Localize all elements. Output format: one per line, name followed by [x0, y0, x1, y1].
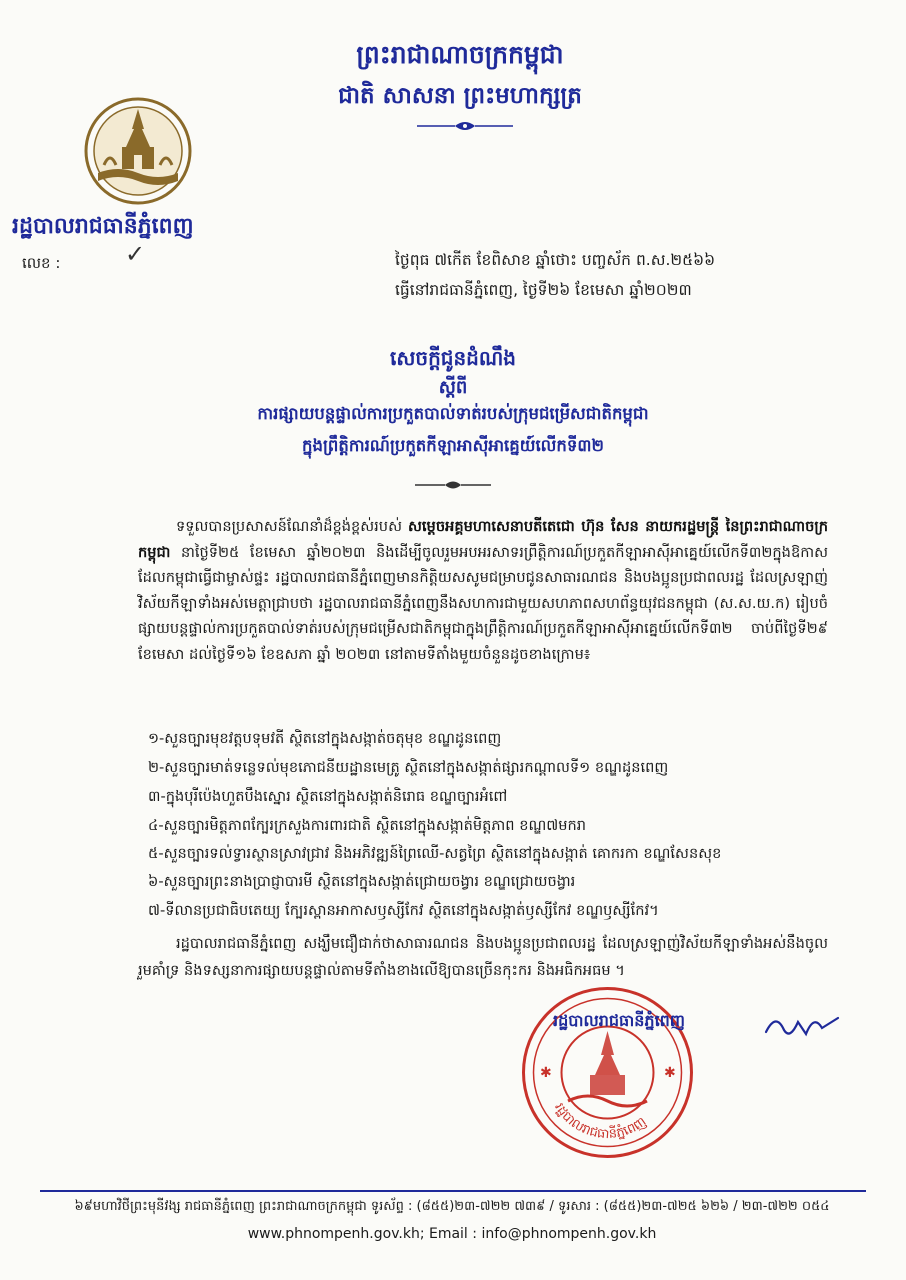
svg-text:✱: ✱	[664, 1065, 676, 1081]
reference-mark: ✓	[125, 240, 146, 268]
notice-subject-line1: ការផ្សាយបន្តផ្ទាល់ការប្រកួតបាល់ទាត់របស់ក្រុមជម្រើសជាតិកម្ពុជា	[257, 404, 649, 423]
body-text: នាថ្ងៃទី២៥ ខែមេសា ឆ្នាំ២០២៣ និងដើម្បីចូលរួមអបអរសាទរព្រឹត្តិការណ៍ប្រកួតកីឡាអាស៊ីអាគ្នេយ៍លើកទី៣២ក្នុងឱកាសដែលកម្ពុជាធ្វើជាម្ចាស់ផ្ទះ រដ្ឋបាលរាជធានីភ្នំពេញមានកិត្តិយសសូមជម្រាបជូនសាធារណជន និងបងប្អូនប្រជាពលរដ្ឋ ដែលស្រឡាញ់វិស័យកីឡាទាំងអស់មេត្តាជ្រាបថា រដ្ឋបាលរាជធានីភ្នំពេញនឹងសហការជាមួយសហភាពសហព័ន្ធយុវជនកម្ពុជា (ស.ស.យ.ក) រៀបចំផ្សាយបន្តផ្ទាល់ការប្រកួតបាល់ទាត់របស់ក្រុមជម្រើសជាតិកម្ពុជាក្នុងព្រឹត្តិការណ៍ប្រកួតកីឡាអាស៊ីអាគ្នេយ៍លើកទី៣២ ចាប់ពីថ្ងៃទី២៩ ខែមេសា ដល់ថ្ងៃទី១៦ ខែឧសភា ឆ្នាំ ២០២៣ នៅតាមទីតាំងមួយចំនួនដូចខាងក្រោម៖	[138, 543, 828, 663]
notice-body	[138, 514, 828, 668]
national-motto: ជាតិ សាសនា ព្រះមហាក្សត្រ	[338, 83, 582, 109]
notice-subject-line2: ក្នុងព្រឹត្តិការណ៍ប្រកួតកីឡាអាស៊ីអាគ្នេយ៍លើកទី៣២	[302, 436, 604, 455]
ornament-divider-top	[415, 118, 515, 134]
kingdom-heading: ព្រះរាជាណាចក្រកម្ពុជា	[356, 40, 564, 69]
list-item: ៤-សួនច្បារមិត្តភាពក្បែរក្រសួងការពារជាតិ ស្ថិតនៅក្នុងសង្កាត់មិត្តភាព ខណ្ឌ៧មករា	[148, 817, 587, 834]
list-item: ៣-ក្នុងបុរីប៉េងហួតបឹងស្នោរ ស្ថិតនៅក្នុងសង្កាត់និរោធ ខណ្ឌច្បារអំពៅ	[148, 788, 508, 805]
signatory-title: រដ្ឋបាលរាជធានីភ្នំពេញ	[553, 1011, 686, 1030]
city-emblem-icon	[82, 95, 194, 207]
notice-title: សេចក្តីជូនដំណឹង	[390, 346, 516, 370]
footer-address: ៦៩មហាវិថីព្រះមុនីវង្ស រាជធានីភ្នំពេញ ព្រះរាជាណាចក្រកម្ពុជា ទូរស័ព្ទ : (៨៥៥)២៣-៧២២ ៧៣៩ / ទូរសារ : (៨៥៥)២៣-៧២៥ ៦២៦ / ២៣-៧២២ ០៥៤	[74, 1199, 830, 1214]
list-item: ៥-សួនច្បារទល់ទ្វារស្ថានស្រាវជ្រាវ និងអភិវឌ្ឍន៍ព្រៃឈើ-សត្វព្រៃ ស្ថិតនៅក្នុងសង្កាត់ គោករកា ខណ្ឌសែនសុខ	[148, 845, 722, 862]
footer-contact: www.phnompenh.gov.kh; Email : info@phnompenh.gov.kh	[247, 1226, 657, 1242]
list-item: ២-សួនច្បារមាត់ទន្លេទល់មុខភោជនីយដ្ឋានមេត្រូ ស្ថិតនៅក្នុងសង្កាត់ផ្សារកណ្តាលទី១ ខណ្ឌដូនពេញ	[148, 759, 669, 776]
list-item: ៦-សួនច្បារព្រះនាងប្រាជ្ញាបារមី ស្ថិតនៅក្នុងសង្កាត់ជ្រោយចង្វារ ខណ្ឌជ្រោយចង្វារ	[148, 873, 576, 890]
notice-subject-label: ស្តីពី	[438, 377, 468, 398]
svg-text:រដ្ឋបាលរាជធានីភ្នំពេញ	[551, 1101, 649, 1142]
closing-text: រដ្ឋបាលរាជធានីភ្នំពេញ សង្ឃឹមជឿជាក់ថាសាធារណជន និងបងប្អូនប្រជាពលរដ្ឋ ដែលស្រឡាញ់វិស័យកីឡាទាំងអស់នឹងចូលរួមគាំទ្រ និងទស្សនាការផ្សាយបន្តផ្ទាល់តាមទីតាំងខាងលើឱ្យបានច្រើនកុះករ និងអធិកអធម ។	[138, 935, 828, 979]
list-item: ១-សួនច្បារមុខវត្តបទុមវតី ស្ថិតនៅក្នុងសង្កាត់ចតុមុខ ខណ្ឌដូនពេញ	[148, 730, 502, 747]
office-name: រដ្ឋបាលរាជធានីភ្នំពេញ	[12, 214, 194, 239]
solar-date: ធ្វើនៅរាជធានីភ្នំពេញ, ថ្ងៃទី២៦ ខែមេសា ឆ្នាំ២០២៣	[395, 281, 692, 299]
body-dignitary: សម្តេចអគ្គមហាសេនាបតីតេជោ ហ៊ុន សែន នាយករដ្ឋមន្ត្រី នៃព្រះរាជាណាចក្រកម្ពុជា	[138, 518, 828, 561]
signature-icon	[762, 1004, 842, 1044]
location-list	[148, 724, 838, 925]
lunar-date: ថ្ងៃពុធ ៧កើត ខែពិសាខ ឆ្នាំថោះ បញ្ចស័ក ព.ស.២៥៦៦	[395, 251, 716, 269]
body-intro: ទទួលបានប្រសាសន៍ណែនាំដ៏ខ្ពង់ខ្ពស់របស់	[176, 518, 409, 535]
ornament-divider-mid	[413, 478, 493, 492]
closing-paragraph	[138, 930, 828, 984]
svg-text:✱: ✱	[540, 1065, 552, 1081]
seal-text: រដ្ឋបាលរាជធានីភ្នំពេញ	[551, 1100, 650, 1143]
list-item: ៧-ទីលានប្រជាធិបតេយ្យ ក្បែរស្ពានអាកាសឫស្សីកែវ ស្ថិតនៅក្នុងសង្កាត់ឫស្សីកែវ ខណ្ឌឫស្សីកែវ។	[148, 902, 659, 919]
footer-divider	[40, 1190, 866, 1192]
reference-label: លេខ :	[22, 254, 61, 272]
